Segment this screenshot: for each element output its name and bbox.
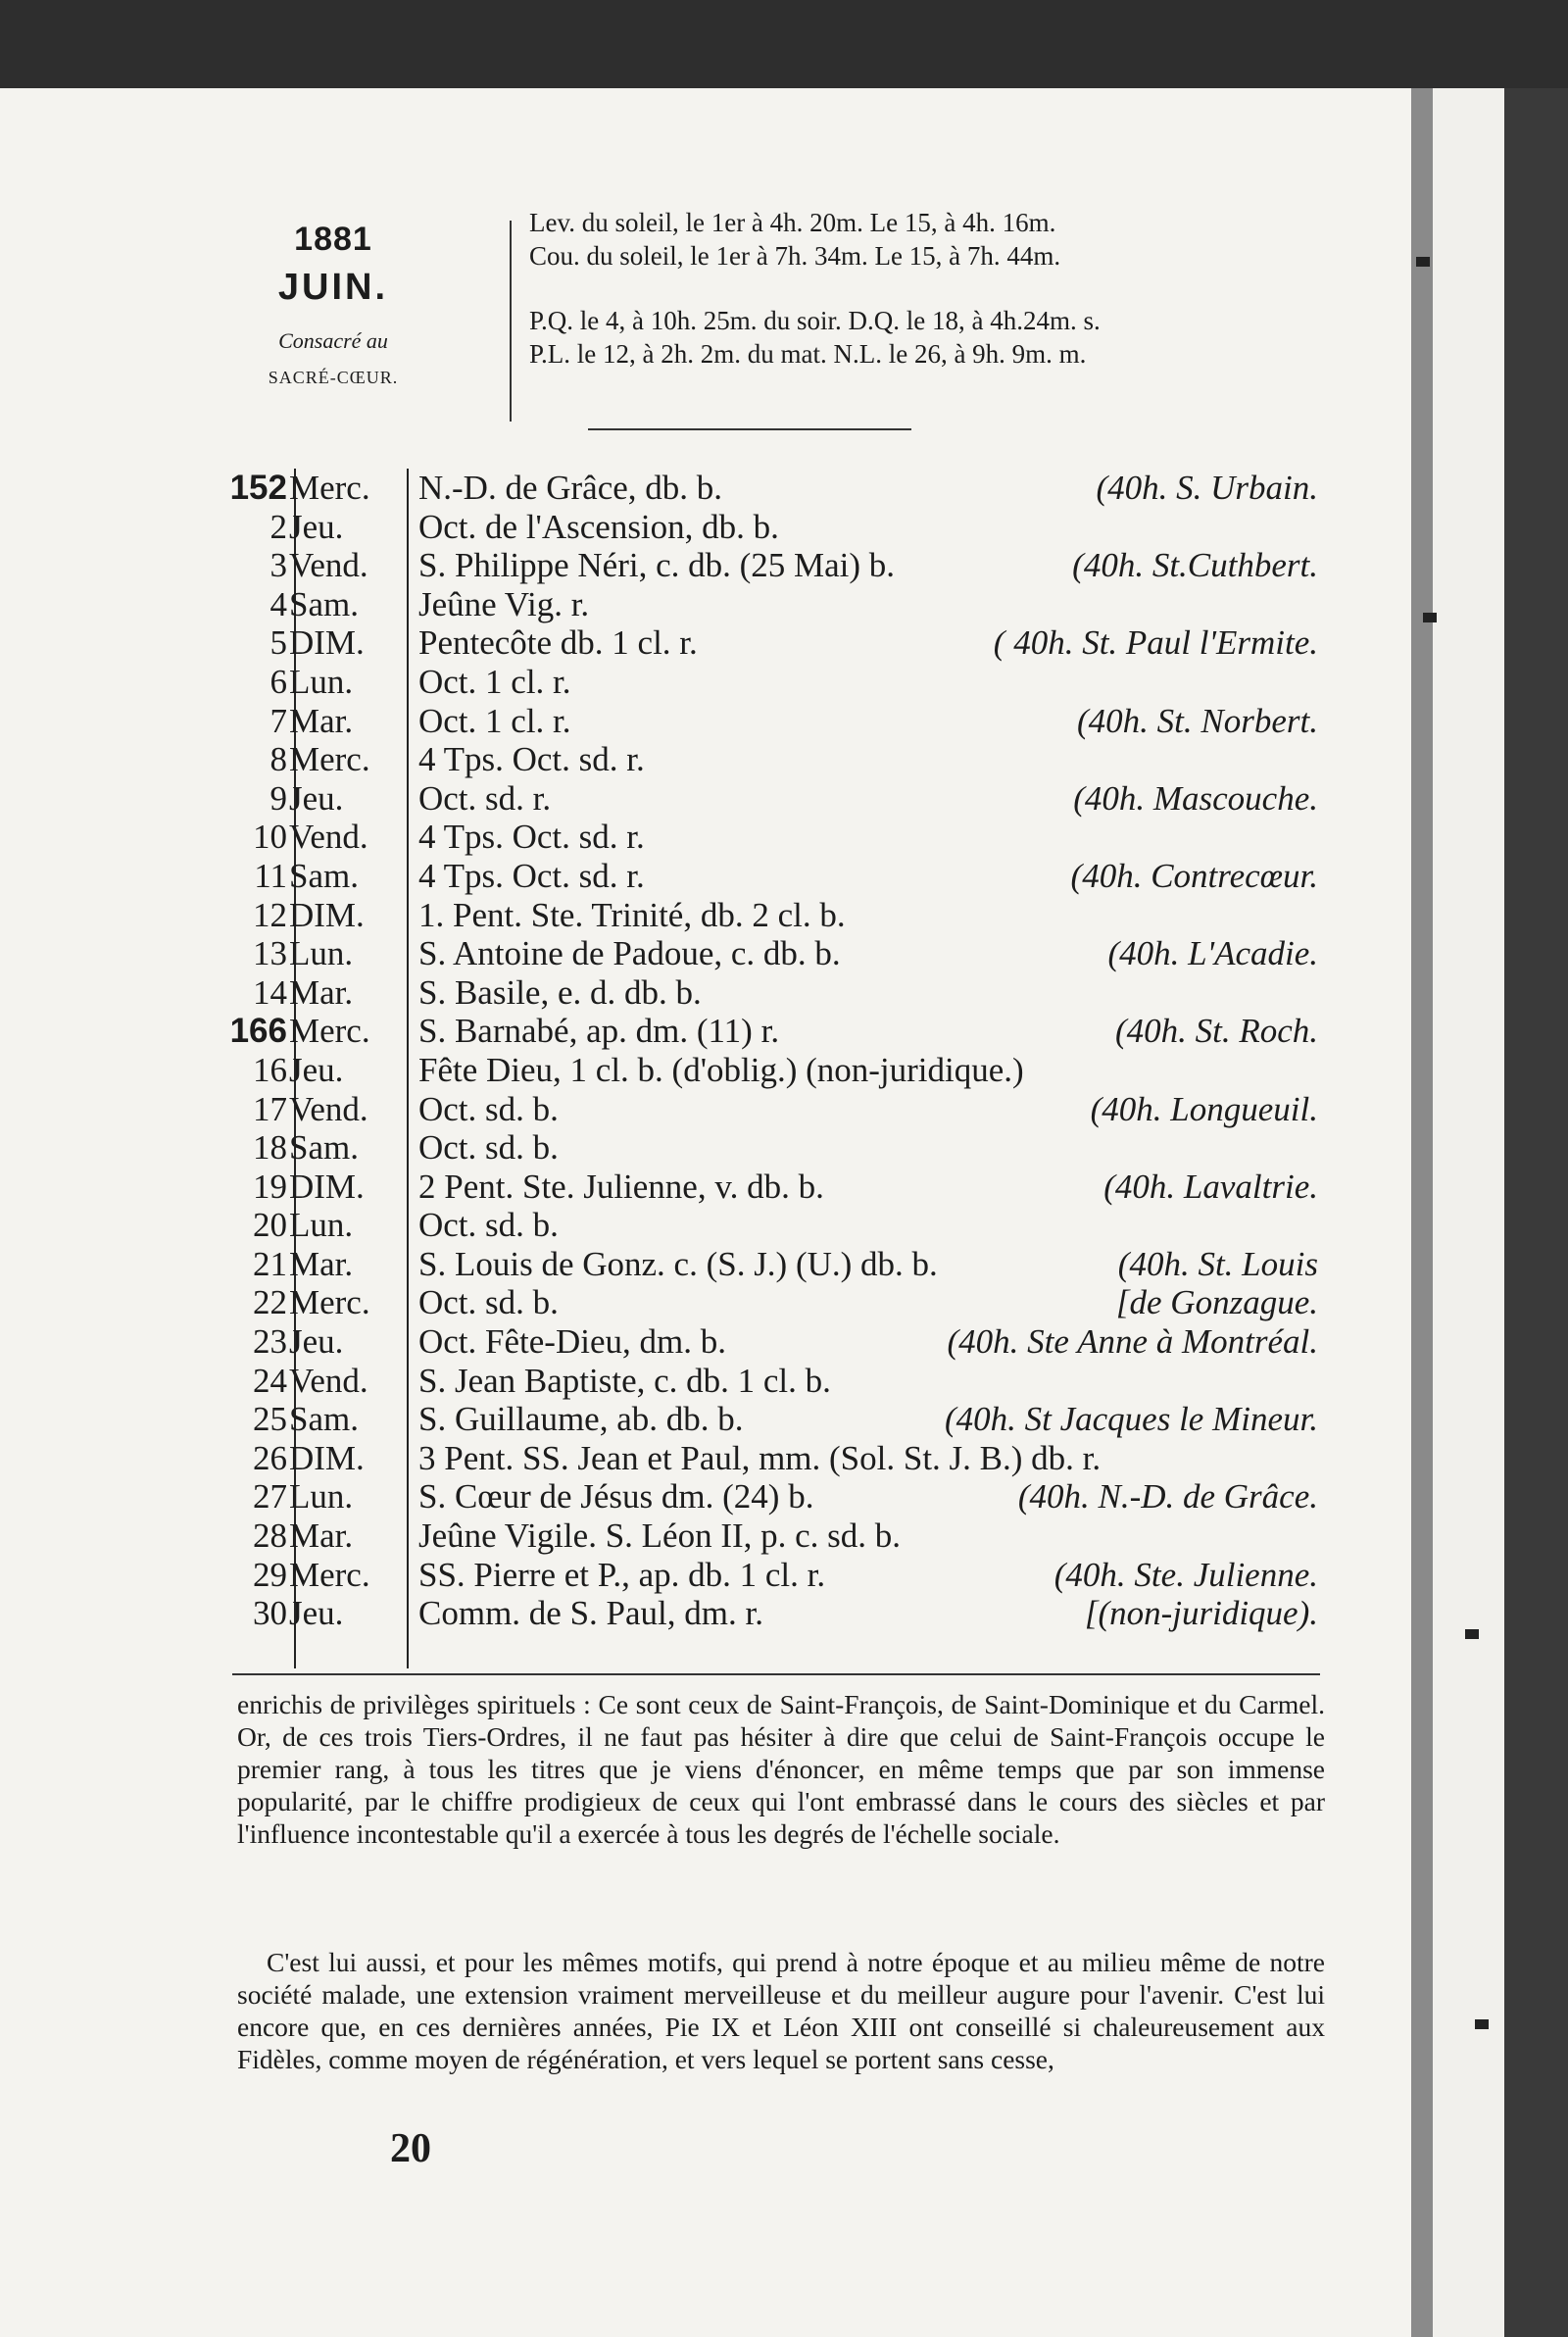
feast-entry: S. Guillaume, ab. db. b. [418,1400,744,1439]
weekday: Lun. [289,1477,354,1517]
day-number: 8 [270,740,287,779]
day-number: 24 [253,1361,287,1400]
weekday: Lun. [289,1206,354,1245]
sacre-coeur-label: SACRÉ-CŒUR. [268,368,399,387]
calendar-row [191,1362,1318,1401]
day-number: 17 [253,1089,287,1128]
forty-hours-note: [de Gonzague. [1115,1283,1318,1322]
weekday: DIM. [289,1438,365,1477]
binding-mark [1416,257,1430,267]
day-number: 20 [253,1206,287,1245]
forty-hours-note: (40h. Contrecœur. [1070,856,1318,895]
header-brace [510,221,517,422]
forty-hours-note: [(non-juridique). [1084,1594,1318,1633]
weekday: Sam. [289,584,359,623]
year: 1881 [294,221,372,258]
calendar-row [191,623,1318,663]
weekday: Vend. [289,546,368,585]
consacre-label: Consacré au [278,328,388,353]
calendar-row [191,702,1318,741]
day-number: 11 [254,856,287,895]
calendar-row [191,896,1318,935]
day-number: 27 [253,1477,287,1517]
weekday: Merc. [289,1555,370,1594]
forty-hours-note: (40h. St. Louis [1117,1244,1318,1283]
calendar-row [191,1283,1318,1322]
feast-entry: Oct. de l'Ascension, db. b. [418,507,779,546]
feast-entry: S. Jean Baptiste, c. db. 1 cl. b. [418,1361,831,1400]
weekday: Merc. [289,1012,370,1051]
day-number: 152 [229,469,287,507]
day-number: 166 [229,1012,287,1051]
binding-mark [1465,1629,1479,1639]
calendar-row [191,1245,1318,1284]
weekday: Lun. [289,662,354,701]
day-number: 28 [253,1517,287,1556]
day-number: 26 [253,1438,287,1477]
weekday: Jeu. [289,778,344,818]
feast-entry: Jeûne Vigile. S. Léon II, p. c. sd. b. [418,1517,902,1556]
day-number: 30 [253,1594,287,1633]
weekday: DIM. [289,623,365,663]
day-number: 23 [253,1322,287,1362]
forty-hours-note: (40h. Ste Anne à Montréal. [947,1322,1318,1362]
feast-entry: S. Antoine de Padoue, c. db. b. [418,934,841,973]
calendar-row [191,1594,1318,1633]
calendar-row [191,1322,1318,1362]
day-number: 14 [253,972,287,1012]
weekday: Vend. [289,1089,368,1128]
feast-entry: 3 Pent. SS. Jean et Paul, mm. (Sol. St. J. B.) db. r. [418,1438,1102,1477]
header-left [235,221,431,388]
weekday: Vend. [289,1361,368,1400]
calendar-row [191,1517,1318,1556]
feast-entry: 1. Pent. Ste. Trinité, db. 2 cl. b. [418,895,846,934]
moon-phase-line: P.L. le 12, à 2h. 2m. du mat. N.L. le 26, à 9h. 9m. m. [529,339,1087,369]
astronomy-info [529,206,1294,371]
feast-entry: Oct. sd. b. [418,1089,559,1128]
forty-hours-note: (40h. Lavaltrie. [1103,1167,1318,1206]
feast-entry: S. Louis de Gonz. c. (S. J.) (U.) db. b. [418,1244,938,1283]
binding-gutter [1411,88,1433,2337]
scan-background [0,0,1568,88]
moon-phase-line: P.Q. le 4, à 10h. 25m. du soir. D.Q. le 18, à 4h.24m. s. [529,306,1101,335]
calendar-row [191,818,1318,857]
feast-entry: Oct. Fête-Dieu, dm. b. [418,1322,726,1362]
forty-hours-note: (40h. St. Norbert. [1077,701,1318,740]
calendar-row [191,1556,1318,1595]
calendar-row [191,1206,1318,1245]
forty-hours-note: (40h. N.-D. de Grâce. [1017,1477,1318,1517]
calendar-row [191,508,1318,547]
feast-entry: Oct. sd. b. [418,1206,559,1245]
feast-entry: N.-D. de Grâce, db. b. [418,469,723,507]
calendar-row [191,663,1318,702]
day-number: 2 [270,507,287,546]
sunset-line: Cou. du soleil, le 1er à 7h. 34m. Le 15, à 7h. 44m. [529,241,1061,271]
calendar-row [191,934,1318,973]
feast-entry: Fête Dieu, 1 cl. b. (d'oblig.) (non-juridique.) [418,1050,1024,1089]
feast-entry: 4 Tps. Oct. sd. r. [418,818,645,857]
month-title: JUIN. [277,267,389,308]
weekday: Mar. [289,1244,354,1283]
page-number: 20 [390,2126,431,2171]
binding-mark [1475,2019,1489,2029]
day-number: 29 [253,1555,287,1594]
calendar-row [191,1168,1318,1207]
calendar-row [191,1051,1318,1090]
day-number: 9 [270,778,287,818]
calendar-row [191,1128,1318,1168]
day-number: 4 [270,584,287,623]
calendar-row [191,585,1318,624]
feast-entry: S. Philippe Néri, c. db. (25 Mai) b. [418,546,896,585]
day-number: 22 [253,1283,287,1322]
body-paragraph: C'est lui aussi, et pour les mêmes motifs, qui prend à notre époque et au milieu même de notre société malade, une extension vraiment merveilleuse et du meilleur augure pour l'avenir. C'est lui encore que, en ces dernières années, Pie IX et Léon XIII ont conseillé si chaleureusement aux Fidèles, comme moyen de régénération, et vers lequel se portent sans cesse, [237,1947,1325,2074]
forty-hours-note: (40h. St.Cuthbert. [1072,546,1318,585]
calendar-row [191,973,1318,1013]
calendar-row [191,1090,1318,1129]
feast-entry: 2 Pent. Ste. Julienne, v. db. b. [418,1167,824,1206]
calendar-row [191,1012,1318,1051]
day-number: 5 [270,623,287,663]
weekday: DIM. [289,895,365,934]
forty-hours-note: (40h. S. Urbain. [1096,469,1318,507]
weekday: Merc. [289,1283,370,1322]
weekday: Mar. [289,701,354,740]
feast-entry: S. Basile, e. d. db. b. [418,972,702,1012]
weekday: Lun. [289,934,354,973]
weekday: Sam. [289,856,359,895]
header-rule [588,428,911,430]
forty-hours-note: (40h. Longueuil. [1090,1089,1318,1128]
section-rule [232,1673,1320,1675]
feast-entry: S. Barnabé, ap. dm. (11) r. [418,1012,780,1051]
feast-entry: Pentecôte db. 1 cl. r. [418,623,698,663]
body-paragraph: enrichis de privilèges spirituels : Ce sont ceux de Saint-François, de Saint-Dominique et du Carmel. Or, de ces trois Tiers-Ordres, il ne faut pas hésiter à dire que celui de Saint-François occupe le premier rang, à tous les titres que je viens d'énoncer, en même temps que par son immense popularité, par le chiffre prodigieux de ceux qui l'ont embrassé dans le cours des siècles et par l'influence incontestable qu'il a exercée à tous les degrés de l'échelle sociale. [237,1689,1325,1849]
day-number: 10 [253,818,287,857]
feast-entry: Jeûne Vig. r. [418,584,590,623]
calendar-row [191,469,1318,508]
day-number: 19 [253,1167,287,1206]
feast-entry: 4 Tps. Oct. sd. r. [418,856,645,895]
weekday: Jeu. [289,1322,344,1362]
day-number: 12 [253,895,287,934]
day-number: 18 [253,1128,287,1168]
weekday: DIM. [289,1167,365,1206]
feast-entry: Oct. 1 cl. r. [418,662,571,701]
day-number: 21 [253,1244,287,1283]
forty-hours-note: ( 40h. St. Paul l'Ermite. [993,623,1318,663]
weekday: Jeu. [289,1050,344,1089]
feast-entry: Oct. sd. r. [418,778,552,818]
weekday: Merc. [289,740,370,779]
feast-entry: S. Cœur de Jésus dm. (24) b. [418,1477,814,1517]
forty-hours-note: (40h. L'Acadie. [1107,934,1318,973]
forty-hours-note: (40h. St Jacques le Mineur. [944,1400,1318,1439]
feast-entry: SS. Pierre et P., ap. db. 1 cl. r. [418,1555,826,1594]
feast-entry: Oct. sd. b. [418,1128,559,1168]
feast-entry: Oct. 1 cl. r. [418,701,571,740]
weekday: Sam. [289,1400,359,1439]
feast-entry: 4 Tps. Oct. sd. r. [418,740,645,779]
calendar-row [191,1439,1318,1478]
next-page-edge [1433,88,1504,2337]
calendar-row [191,1477,1318,1517]
day-number: 16 [253,1050,287,1089]
weekday: Vend. [289,818,368,857]
feast-entry: Oct. sd. b. [418,1283,559,1322]
feast-entry: Comm. de S. Paul, dm. r. [418,1594,763,1633]
sunrise-line: Lev. du soleil, le 1er à 4h. 20m. Le 15, à 4h. 16m. [529,208,1056,237]
day-number: 7 [270,701,287,740]
weekday: Merc. [289,469,370,507]
calendar-row [191,857,1318,896]
binding-mark [1423,613,1437,622]
calendar-table [191,469,1318,1633]
weekday: Mar. [289,972,354,1012]
weekday: Sam. [289,1128,359,1168]
weekday: Mar. [289,1517,354,1556]
calendar-row [191,1400,1318,1439]
forty-hours-note: (40h. Mascouche. [1073,778,1318,818]
day-number: 25 [253,1400,287,1439]
day-number: 13 [253,934,287,973]
weekday: Jeu. [289,1594,344,1633]
day-number: 3 [270,546,287,585]
calendar-row [191,779,1318,819]
weekday: Jeu. [289,507,344,546]
calendar-row [191,740,1318,779]
forty-hours-note: (40h. Ste. Julienne. [1054,1555,1318,1594]
day-number: 6 [270,662,287,701]
forty-hours-note: (40h. St. Roch. [1114,1012,1318,1051]
calendar-row [191,546,1318,585]
